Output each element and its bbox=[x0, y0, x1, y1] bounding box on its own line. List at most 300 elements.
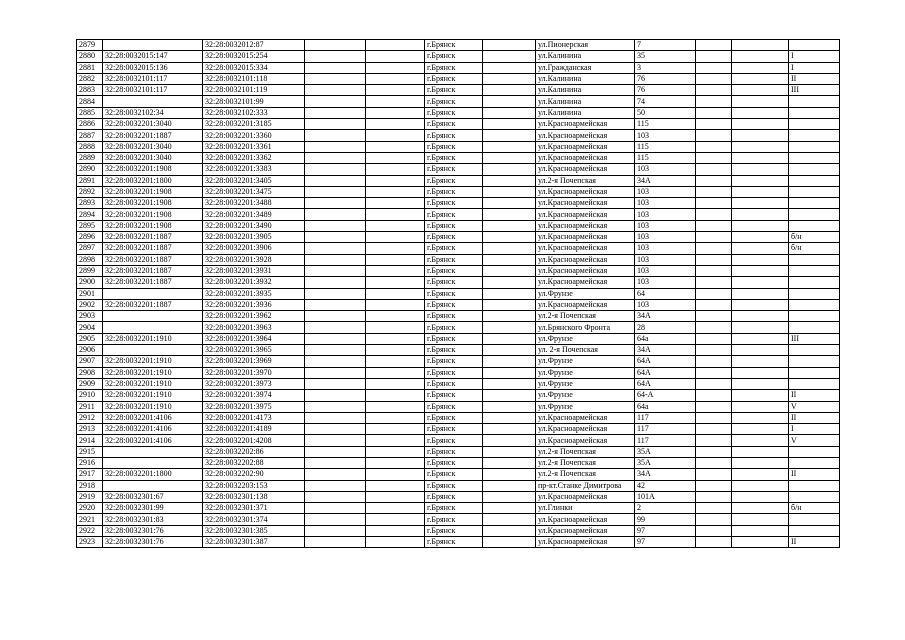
table-row bbox=[77, 107, 840, 118]
cell-c11 bbox=[732, 311, 789, 322]
cell-c10 bbox=[696, 243, 732, 254]
cell-building: 32:28:0032201:3969 bbox=[203, 356, 305, 367]
cell-city: г.Брянск bbox=[425, 299, 483, 310]
table-row bbox=[77, 469, 840, 480]
cell-building: 32:28:0032201:3974 bbox=[203, 390, 305, 401]
cell-c11 bbox=[732, 424, 789, 435]
cell-building: 32:28:0032201:3973 bbox=[203, 378, 305, 389]
cell-parcel: 32:28:0032201:1887 bbox=[103, 277, 203, 288]
cell-c11 bbox=[732, 412, 789, 423]
cell-city: г.Брянск bbox=[425, 232, 483, 243]
cell-parcel: 32:28:0032201:1887 bbox=[103, 265, 203, 276]
cell-building: 32:28:0032201:3475 bbox=[203, 186, 305, 197]
cell-parcel: 32:28:0032201:3040 bbox=[103, 141, 203, 152]
cell-type bbox=[789, 175, 840, 186]
cell-house: 34А bbox=[635, 175, 696, 186]
cell-c11 bbox=[732, 152, 789, 163]
cell-num: 2897 bbox=[77, 243, 103, 254]
table-row bbox=[77, 480, 840, 491]
cell-c11 bbox=[732, 491, 789, 502]
table-row bbox=[77, 96, 840, 107]
cell-type: II bbox=[789, 412, 840, 423]
cell-building: 32:28:0032101:99 bbox=[203, 96, 305, 107]
cell-city: г.Брянск bbox=[425, 164, 483, 175]
cell-c11 bbox=[732, 107, 789, 118]
cell-c5 bbox=[366, 130, 425, 141]
cell-house: 74 bbox=[635, 96, 696, 107]
cell-c7 bbox=[483, 446, 536, 457]
cell-c7 bbox=[483, 288, 536, 299]
cell-parcel: 32:28:0032201:1887 bbox=[103, 130, 203, 141]
cell-parcel bbox=[103, 322, 203, 333]
cell-type bbox=[789, 299, 840, 310]
cell-street: пр-кт.Станке Димитрова bbox=[536, 480, 635, 491]
cell-c4 bbox=[305, 175, 366, 186]
cell-city: г.Брянск bbox=[425, 537, 483, 548]
cell-c7 bbox=[483, 503, 536, 514]
table-row bbox=[77, 367, 840, 378]
cell-c4 bbox=[305, 186, 366, 197]
cell-city: г.Брянск bbox=[425, 277, 483, 288]
cell-c7 bbox=[483, 73, 536, 84]
table-row bbox=[77, 141, 840, 152]
cell-street: ул.Красноармейская bbox=[536, 243, 635, 254]
cell-c5 bbox=[366, 390, 425, 401]
cell-house: 101А bbox=[635, 491, 696, 502]
cell-house: 64А bbox=[635, 356, 696, 367]
cell-c7 bbox=[483, 435, 536, 446]
cell-building: 32:28:0032201:3360 bbox=[203, 130, 305, 141]
cell-c11 bbox=[732, 130, 789, 141]
cell-c11 bbox=[732, 299, 789, 310]
cell-house: 34А bbox=[635, 469, 696, 480]
cell-street: ул.Пионерская bbox=[536, 40, 635, 51]
cell-house: 3 bbox=[635, 62, 696, 73]
cell-c10 bbox=[696, 345, 732, 356]
cell-house: 64-А bbox=[635, 390, 696, 401]
cell-c4 bbox=[305, 469, 366, 480]
cell-c10 bbox=[696, 152, 732, 163]
cell-house: 103 bbox=[635, 220, 696, 231]
cell-num: 2892 bbox=[77, 186, 103, 197]
cell-parcel: 32:28:0032201:1887 bbox=[103, 254, 203, 265]
cell-building: 32:28:0032201:3975 bbox=[203, 401, 305, 412]
cell-c4 bbox=[305, 424, 366, 435]
cell-num: 2898 bbox=[77, 254, 103, 265]
table-row bbox=[77, 186, 840, 197]
cell-parcel: 32:28:0032201:4106 bbox=[103, 412, 203, 423]
cell-num: 2900 bbox=[77, 277, 103, 288]
cell-c10 bbox=[696, 446, 732, 457]
cell-c5 bbox=[366, 243, 425, 254]
cell-c10 bbox=[696, 356, 732, 367]
cell-street: ул.Красноармейская bbox=[536, 141, 635, 152]
cell-c5 bbox=[366, 186, 425, 197]
cell-num: 2899 bbox=[77, 265, 103, 276]
cell-c5 bbox=[366, 288, 425, 299]
cell-parcel: 32:28:0032201:1887 bbox=[103, 243, 203, 254]
cell-city: г.Брянск bbox=[425, 390, 483, 401]
cell-c4 bbox=[305, 333, 366, 344]
cell-c10 bbox=[696, 525, 732, 536]
cell-c10 bbox=[696, 62, 732, 73]
cell-c11 bbox=[732, 164, 789, 175]
cell-city: г.Брянск bbox=[425, 503, 483, 514]
cell-c7 bbox=[483, 299, 536, 310]
cell-street: ул.Калинина bbox=[536, 107, 635, 118]
cell-c4 bbox=[305, 130, 366, 141]
table-row bbox=[77, 333, 840, 344]
cell-c4 bbox=[305, 85, 366, 96]
cell-parcel: 32:28:0032101:117 bbox=[103, 85, 203, 96]
cell-num: 2895 bbox=[77, 220, 103, 231]
cell-num: 2879 bbox=[77, 40, 103, 51]
cell-num: 2903 bbox=[77, 311, 103, 322]
cell-c7 bbox=[483, 480, 536, 491]
cell-city: г.Брянск bbox=[425, 491, 483, 502]
cell-city: г.Брянск bbox=[425, 446, 483, 457]
cell-c5 bbox=[366, 299, 425, 310]
cell-house: 97 bbox=[635, 537, 696, 548]
cell-c10 bbox=[696, 198, 732, 209]
cell-building: 32:28:0032201:3405 bbox=[203, 175, 305, 186]
cell-c10 bbox=[696, 209, 732, 220]
cell-building: 32:28:0032202:88 bbox=[203, 457, 305, 468]
cell-c5 bbox=[366, 254, 425, 265]
cell-type bbox=[789, 164, 840, 175]
cell-parcel: 32:28:0032101:117 bbox=[103, 73, 203, 84]
table-row bbox=[77, 457, 840, 468]
cell-c5 bbox=[366, 424, 425, 435]
cell-type bbox=[789, 209, 840, 220]
cell-type bbox=[789, 119, 840, 130]
cell-city: г.Брянск bbox=[425, 141, 483, 152]
cell-c5 bbox=[366, 85, 425, 96]
cell-street: ул.2-я Почепская bbox=[536, 469, 635, 480]
cell-c5 bbox=[366, 62, 425, 73]
cell-street: ул.Глинки bbox=[536, 503, 635, 514]
cell-c4 bbox=[305, 322, 366, 333]
cell-type bbox=[789, 254, 840, 265]
cell-c4 bbox=[305, 503, 366, 514]
cell-c11 bbox=[732, 446, 789, 457]
cell-c11 bbox=[732, 73, 789, 84]
cell-num: 2923 bbox=[77, 537, 103, 548]
cell-c5 bbox=[366, 537, 425, 548]
cell-parcel: 32:28:0032201:1887 bbox=[103, 299, 203, 310]
cell-c7 bbox=[483, 243, 536, 254]
cell-num: 2893 bbox=[77, 198, 103, 209]
cell-building: 32:28:0032201:3185 bbox=[203, 119, 305, 130]
cell-type bbox=[789, 220, 840, 231]
cell-street: ул.Красноармейская bbox=[536, 299, 635, 310]
cell-c4 bbox=[305, 345, 366, 356]
cell-type: I bbox=[789, 51, 840, 62]
cell-c5 bbox=[366, 378, 425, 389]
cell-c5 bbox=[366, 265, 425, 276]
cell-c11 bbox=[732, 243, 789, 254]
cell-type: V bbox=[789, 435, 840, 446]
cell-c4 bbox=[305, 243, 366, 254]
cell-c7 bbox=[483, 96, 536, 107]
cell-c4 bbox=[305, 220, 366, 231]
cell-c10 bbox=[696, 367, 732, 378]
cell-c11 bbox=[732, 175, 789, 186]
cell-c10 bbox=[696, 311, 732, 322]
cell-parcel: 32:28:0032301:76 bbox=[103, 525, 203, 536]
cell-num: 2906 bbox=[77, 345, 103, 356]
cell-c10 bbox=[696, 186, 732, 197]
cell-c4 bbox=[305, 491, 366, 502]
cell-type bbox=[789, 367, 840, 378]
cell-c7 bbox=[483, 345, 536, 356]
table-row bbox=[77, 288, 840, 299]
cell-house: 64А bbox=[635, 378, 696, 389]
cell-type bbox=[789, 40, 840, 51]
cell-c4 bbox=[305, 311, 366, 322]
cell-house: 42 bbox=[635, 480, 696, 491]
cell-street: ул.Красноармейская bbox=[536, 277, 635, 288]
cell-num: 2914 bbox=[77, 435, 103, 446]
cell-type: I bbox=[789, 424, 840, 435]
cell-city: г.Брянск bbox=[425, 311, 483, 322]
table-row bbox=[77, 378, 840, 389]
cell-street: ул.Фрунзе bbox=[536, 390, 635, 401]
table-row bbox=[77, 254, 840, 265]
cell-c7 bbox=[483, 401, 536, 412]
cell-c5 bbox=[366, 333, 425, 344]
cell-num: 2902 bbox=[77, 299, 103, 310]
cell-house: 103 bbox=[635, 209, 696, 220]
cell-c11 bbox=[732, 503, 789, 514]
cell-type: II bbox=[789, 73, 840, 84]
cell-type: II bbox=[789, 537, 840, 548]
cell-house: 103 bbox=[635, 130, 696, 141]
cell-c11 bbox=[732, 232, 789, 243]
cell-c5 bbox=[366, 73, 425, 84]
cell-house: 103 bbox=[635, 277, 696, 288]
cell-c11 bbox=[732, 435, 789, 446]
cell-street: ул.Фрунзе bbox=[536, 378, 635, 389]
cell-house: 34А bbox=[635, 345, 696, 356]
cell-c10 bbox=[696, 333, 732, 344]
cell-c10 bbox=[696, 175, 732, 186]
cell-num: 2885 bbox=[77, 107, 103, 118]
cell-street: ул.Красноармейская bbox=[536, 537, 635, 548]
cell-street: ул.Фрунзе bbox=[536, 333, 635, 344]
cell-parcel bbox=[103, 40, 203, 51]
cell-c5 bbox=[366, 96, 425, 107]
cell-street: ул.Красноармейская bbox=[536, 514, 635, 525]
cell-parcel: 32:28:0032015:136 bbox=[103, 62, 203, 73]
cell-building: 32:28:0032102:333 bbox=[203, 107, 305, 118]
cell-house: 103 bbox=[635, 186, 696, 197]
cell-parcel bbox=[103, 457, 203, 468]
cell-c10 bbox=[696, 480, 732, 491]
cell-building: 32:28:0032015:334 bbox=[203, 62, 305, 73]
cell-c4 bbox=[305, 141, 366, 152]
table-row bbox=[77, 503, 840, 514]
table-row bbox=[77, 537, 840, 548]
cell-c7 bbox=[483, 220, 536, 231]
cell-building: 32:28:0032201:3931 bbox=[203, 265, 305, 276]
cell-type bbox=[789, 265, 840, 276]
cell-c5 bbox=[366, 164, 425, 175]
table-row bbox=[77, 277, 840, 288]
cell-num: 2919 bbox=[77, 491, 103, 502]
cell-street: ул.Красноармейская bbox=[536, 525, 635, 536]
table-row bbox=[77, 424, 840, 435]
cell-c11 bbox=[732, 85, 789, 96]
cell-c7 bbox=[483, 141, 536, 152]
cell-parcel: 32:28:0032301:99 bbox=[103, 503, 203, 514]
cell-c7 bbox=[483, 107, 536, 118]
cell-building: 32:28:0032202:90 bbox=[203, 469, 305, 480]
cell-num: 2916 bbox=[77, 457, 103, 468]
cell-c11 bbox=[732, 390, 789, 401]
cell-c5 bbox=[366, 311, 425, 322]
cell-c11 bbox=[732, 186, 789, 197]
cell-type bbox=[789, 130, 840, 141]
cell-num: 2889 bbox=[77, 152, 103, 163]
cell-c4 bbox=[305, 390, 366, 401]
cell-c5 bbox=[366, 480, 425, 491]
cell-c10 bbox=[696, 254, 732, 265]
cell-parcel: 32:28:0032201:1910 bbox=[103, 333, 203, 344]
cell-parcel: 32:28:0032015:147 bbox=[103, 51, 203, 62]
cell-c5 bbox=[366, 446, 425, 457]
cell-type bbox=[789, 378, 840, 389]
cell-c10 bbox=[696, 390, 732, 401]
cell-building: 32:28:0032101:119 bbox=[203, 85, 305, 96]
table-row bbox=[77, 209, 840, 220]
cell-street: ул.Красноармейская bbox=[536, 424, 635, 435]
cell-building: 32:28:0032201:3489 bbox=[203, 209, 305, 220]
cell-house: 103 bbox=[635, 198, 696, 209]
cell-type bbox=[789, 525, 840, 536]
table-row bbox=[77, 435, 840, 446]
cell-c5 bbox=[366, 209, 425, 220]
cell-parcel: 32:28:0032201:4106 bbox=[103, 435, 203, 446]
cell-c11 bbox=[732, 537, 789, 548]
cell-c7 bbox=[483, 525, 536, 536]
cell-street: ул.Красноармейская bbox=[536, 232, 635, 243]
cell-city: г.Брянск bbox=[425, 243, 483, 254]
cell-house: 34А bbox=[635, 311, 696, 322]
cell-num: 2891 bbox=[77, 175, 103, 186]
table-row bbox=[77, 243, 840, 254]
cell-street: ул.Красноармейская bbox=[536, 186, 635, 197]
cell-street: ул.Красноармейская bbox=[536, 130, 635, 141]
cell-building: 32:28:0032301:371 bbox=[203, 503, 305, 514]
cell-house: 117 bbox=[635, 412, 696, 423]
cell-type: б/н bbox=[789, 503, 840, 514]
cell-c10 bbox=[696, 514, 732, 525]
cell-c7 bbox=[483, 322, 536, 333]
cell-street: ул.Красноармейская bbox=[536, 491, 635, 502]
cell-c7 bbox=[483, 175, 536, 186]
cell-c11 bbox=[732, 525, 789, 536]
cell-type bbox=[789, 446, 840, 457]
cell-c7 bbox=[483, 254, 536, 265]
cell-city: г.Брянск bbox=[425, 288, 483, 299]
cell-c11 bbox=[732, 96, 789, 107]
cell-c4 bbox=[305, 107, 366, 118]
cell-street: ул.Калинина bbox=[536, 73, 635, 84]
cell-building: 32:28:0032201:3383 bbox=[203, 164, 305, 175]
cell-parcel bbox=[103, 446, 203, 457]
cell-c4 bbox=[305, 232, 366, 243]
table-row bbox=[77, 401, 840, 412]
cell-c4 bbox=[305, 254, 366, 265]
cell-c10 bbox=[696, 378, 732, 389]
cell-city: г.Брянск bbox=[425, 175, 483, 186]
cell-parcel bbox=[103, 311, 203, 322]
cell-building: 32:28:0032201:3964 bbox=[203, 333, 305, 344]
cell-c7 bbox=[483, 51, 536, 62]
cell-c5 bbox=[366, 198, 425, 209]
cell-c5 bbox=[366, 412, 425, 423]
cell-city: г.Брянск bbox=[425, 209, 483, 220]
table-row bbox=[77, 446, 840, 457]
table-row bbox=[77, 130, 840, 141]
cell-house: 103 bbox=[635, 164, 696, 175]
cell-c5 bbox=[366, 175, 425, 186]
cell-building: 32:28:0032301:374 bbox=[203, 514, 305, 525]
cell-c4 bbox=[305, 152, 366, 163]
cell-street: ул.Гражданская bbox=[536, 62, 635, 73]
cell-num: 2920 bbox=[77, 503, 103, 514]
cell-parcel: 32:28:0032301:83 bbox=[103, 514, 203, 525]
cell-c11 bbox=[732, 40, 789, 51]
cell-street: ул. 2-я Почепская bbox=[536, 345, 635, 356]
table-row bbox=[77, 85, 840, 96]
cell-city: г.Брянск bbox=[425, 525, 483, 536]
cell-type bbox=[789, 288, 840, 299]
cell-c5 bbox=[366, 107, 425, 118]
cell-house: 35А bbox=[635, 446, 696, 457]
cell-street: ул.Красноармейская bbox=[536, 119, 635, 130]
cell-parcel: 32:28:0032201:1908 bbox=[103, 164, 203, 175]
cell-city: г.Брянск bbox=[425, 457, 483, 468]
cell-city: г.Брянск bbox=[425, 85, 483, 96]
cell-c5 bbox=[366, 367, 425, 378]
cell-c4 bbox=[305, 457, 366, 468]
cell-house: 103 bbox=[635, 254, 696, 265]
cell-c4 bbox=[305, 367, 366, 378]
cell-c11 bbox=[732, 277, 789, 288]
cell-c7 bbox=[483, 491, 536, 502]
cell-num: 2894 bbox=[77, 209, 103, 220]
cell-num: 2908 bbox=[77, 367, 103, 378]
cell-building: 32:28:0032201:3970 bbox=[203, 367, 305, 378]
cell-c4 bbox=[305, 480, 366, 491]
cell-street: ул.2-я Почепская bbox=[536, 457, 635, 468]
table-row bbox=[77, 62, 840, 73]
cell-house: 2 bbox=[635, 503, 696, 514]
cell-c10 bbox=[696, 277, 732, 288]
cell-city: г.Брянск bbox=[425, 62, 483, 73]
cell-city: г.Брянск bbox=[425, 333, 483, 344]
cell-house: 97 bbox=[635, 525, 696, 536]
cell-c7 bbox=[483, 457, 536, 468]
cell-c7 bbox=[483, 378, 536, 389]
cell-building: 32:28:0032201:3906 bbox=[203, 243, 305, 254]
table-row bbox=[77, 299, 840, 310]
cell-building: 32:28:0032201:3962 bbox=[203, 311, 305, 322]
cell-c11 bbox=[732, 378, 789, 389]
cell-type: III bbox=[789, 85, 840, 96]
